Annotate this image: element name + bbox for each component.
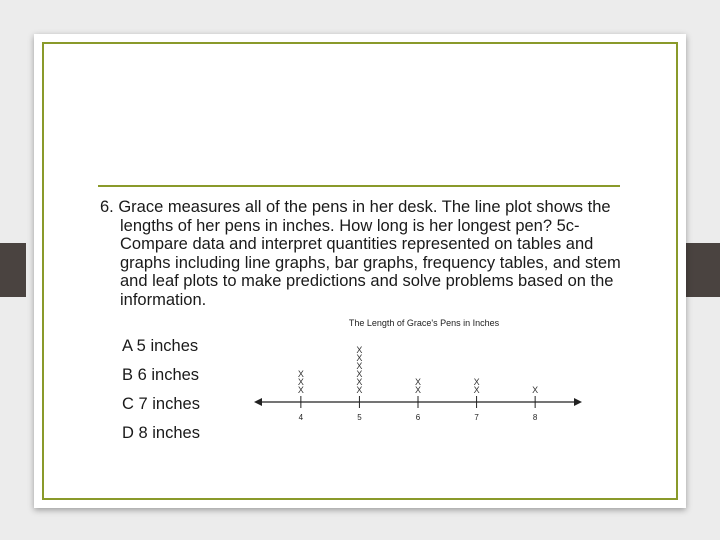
tick-label: 6 — [415, 413, 421, 422]
question-text: 6. Grace measures all of the pens in her desk. The line plot shows the lengths of her pens in inches. How long is her longest pen? 5c- Compare data and interpret quantities represented on tables and graphs including line graphs, bar graphs, frequency tables, and stem and leaf plots to make predictions and solve problems based on the information. — [100, 198, 621, 309]
x-mark: X — [356, 385, 363, 395]
option-b: B 6 inches — [122, 366, 200, 384]
x-mark: X — [473, 377, 480, 387]
axis-left-arrow — [254, 398, 262, 406]
x-mark: X — [297, 377, 304, 387]
option-a: A 5 inches — [122, 337, 199, 355]
tick-label: 7 — [474, 413, 479, 422]
chart-title: The Length of Grace's Pens in Inches — [348, 318, 500, 328]
line-plot — [246, 312, 602, 432]
x-mark: X — [356, 361, 363, 371]
x-mark: X — [414, 377, 422, 387]
tick-label: 8 — [532, 413, 538, 422]
x-mark: X — [297, 385, 304, 395]
axis-right-arrow — [574, 398, 582, 406]
x-mark: X — [297, 369, 304, 379]
answer-options — [122, 336, 200, 452]
left-side-tab — [0, 243, 26, 297]
x-mark: X — [356, 353, 363, 363]
x-mark: X — [356, 377, 363, 387]
title-divider — [98, 185, 620, 187]
x-mark: X — [356, 369, 363, 379]
slide — [34, 34, 686, 508]
x-mark: X — [473, 385, 480, 395]
option-d: D 8 inches — [122, 424, 200, 442]
line-plot-svg — [246, 312, 602, 432]
x-mark: X — [414, 385, 422, 395]
tick-label: 5 — [357, 413, 362, 422]
x-mark: X — [532, 385, 539, 395]
option-c: C 7 inches — [122, 395, 200, 413]
tick-label: 4 — [298, 413, 304, 422]
x-mark: X — [356, 345, 363, 355]
